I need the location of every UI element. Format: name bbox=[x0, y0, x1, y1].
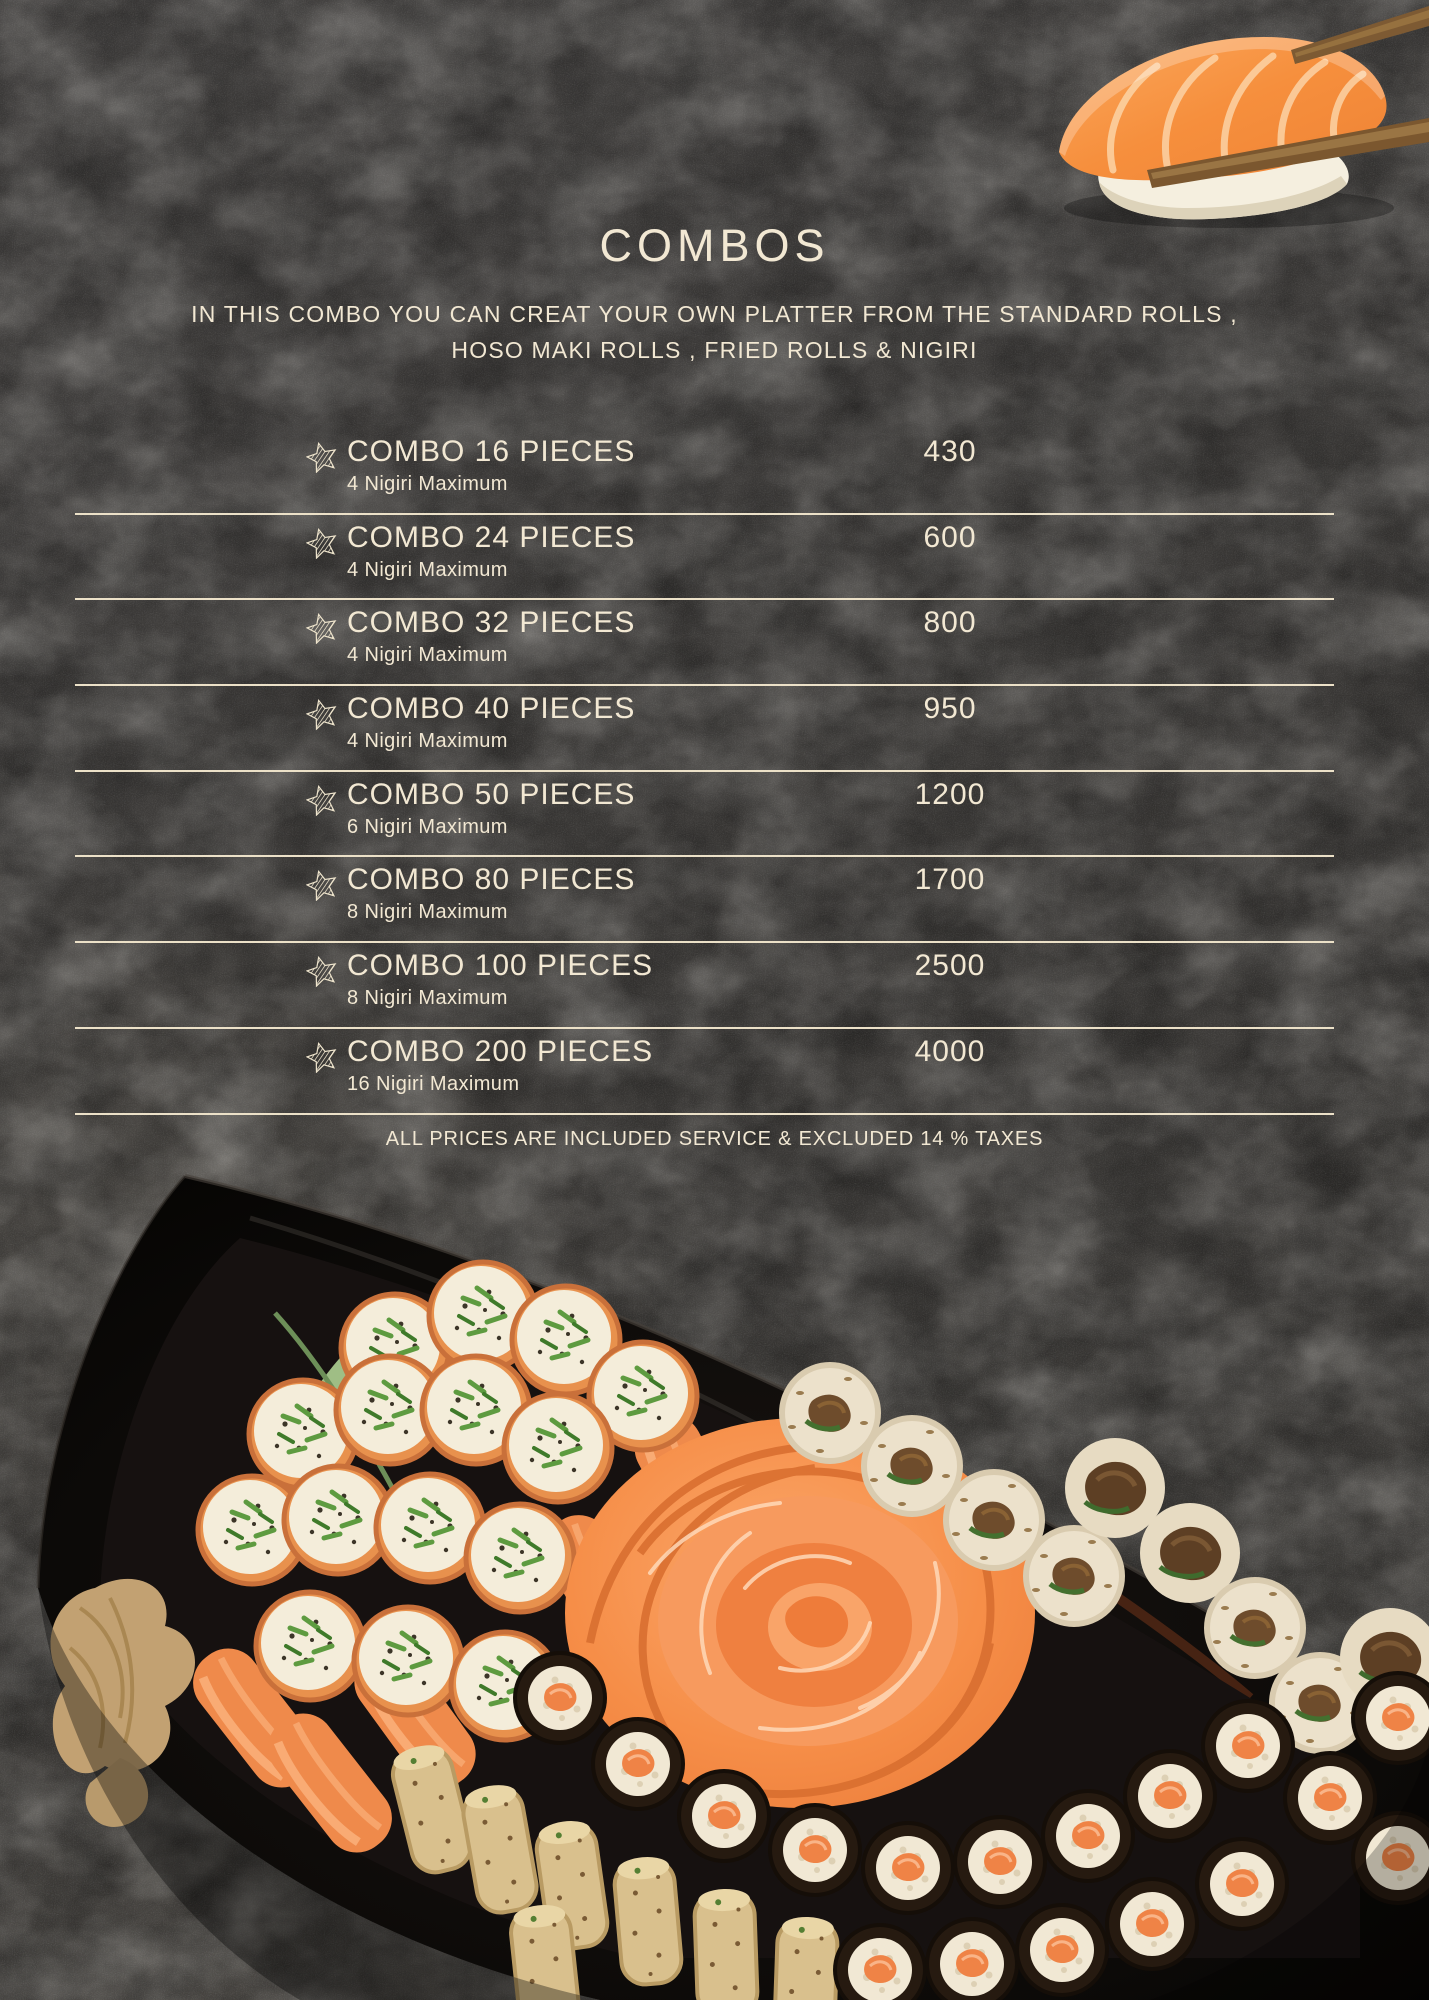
menu-item-row bbox=[75, 429, 1334, 515]
item-name: COMBO 16 PIECES bbox=[347, 435, 636, 468]
star-icon bbox=[306, 441, 338, 473]
item-note: 4 Nigiri Maximum bbox=[347, 730, 508, 753]
item-note: 16 Nigiri Maximum bbox=[347, 1072, 520, 1095]
item-price: 1200 bbox=[914, 777, 986, 811]
platter-photo bbox=[0, 1158, 1429, 2000]
subtitle-line-1: IN THIS COMBO YOU CAN CREAT YOUR OWN PLATTER FROM THE STANDARD ROLLS , bbox=[191, 301, 1238, 327]
star-icon bbox=[306, 955, 338, 987]
page-subtitle bbox=[0, 296, 1429, 368]
star-icon bbox=[306, 869, 338, 901]
item-note: 4 Nigiri Maximum bbox=[347, 644, 508, 667]
item-name: COMBO 200 PIECES bbox=[347, 1034, 654, 1068]
menu-item-row bbox=[75, 1029, 1334, 1115]
menu-item-row bbox=[75, 772, 1334, 858]
menu-item-row bbox=[75, 515, 1334, 601]
item-note: 4 Nigiri Maximum bbox=[347, 558, 508, 581]
menu-item-row bbox=[75, 857, 1334, 943]
item-note: 6 Nigiri Maximum bbox=[347, 815, 508, 838]
item-name: COMBO 50 PIECES bbox=[347, 777, 636, 811]
item-price: 2500 bbox=[914, 949, 986, 983]
item-note: 8 Nigiri Maximum bbox=[347, 987, 508, 1010]
item-price: 4000 bbox=[914, 1034, 986, 1068]
item-price: 600 bbox=[923, 520, 977, 554]
item-note: 8 Nigiri Maximum bbox=[347, 901, 508, 924]
star-icon bbox=[306, 784, 338, 816]
subtitle-line-2: HOSO MAKI ROLLS , FRIED ROLLS & NIGIRI bbox=[451, 337, 978, 363]
item-price: 1700 bbox=[914, 863, 986, 897]
combo-list bbox=[75, 429, 1334, 1115]
item-price: 800 bbox=[923, 606, 977, 640]
page-title: COMBOS bbox=[599, 220, 830, 271]
item-name: COMBO 24 PIECES bbox=[347, 520, 636, 554]
menu-item-row bbox=[75, 686, 1334, 772]
menu-item-row bbox=[75, 943, 1334, 1029]
item-name: COMBO 32 PIECES bbox=[347, 606, 636, 640]
star-icon bbox=[306, 612, 338, 644]
nigiri-photo bbox=[1029, 0, 1429, 238]
item-price: 950 bbox=[923, 692, 977, 726]
item-name: COMBO 80 PIECES bbox=[347, 863, 636, 897]
star-icon bbox=[306, 1041, 338, 1073]
star-icon bbox=[306, 527, 338, 559]
item-price: 430 bbox=[923, 435, 977, 468]
item-name: COMBO 40 PIECES bbox=[347, 692, 636, 726]
menu-item-row bbox=[75, 600, 1334, 686]
tax-note: ALL PRICES ARE INCLUDED SERVICE & EXCLUDED 14 % TAXES bbox=[385, 1128, 1044, 1150]
item-note: 4 Nigiri Maximum bbox=[347, 473, 508, 495]
item-name: COMBO 100 PIECES bbox=[347, 949, 654, 983]
star-icon bbox=[306, 698, 338, 730]
